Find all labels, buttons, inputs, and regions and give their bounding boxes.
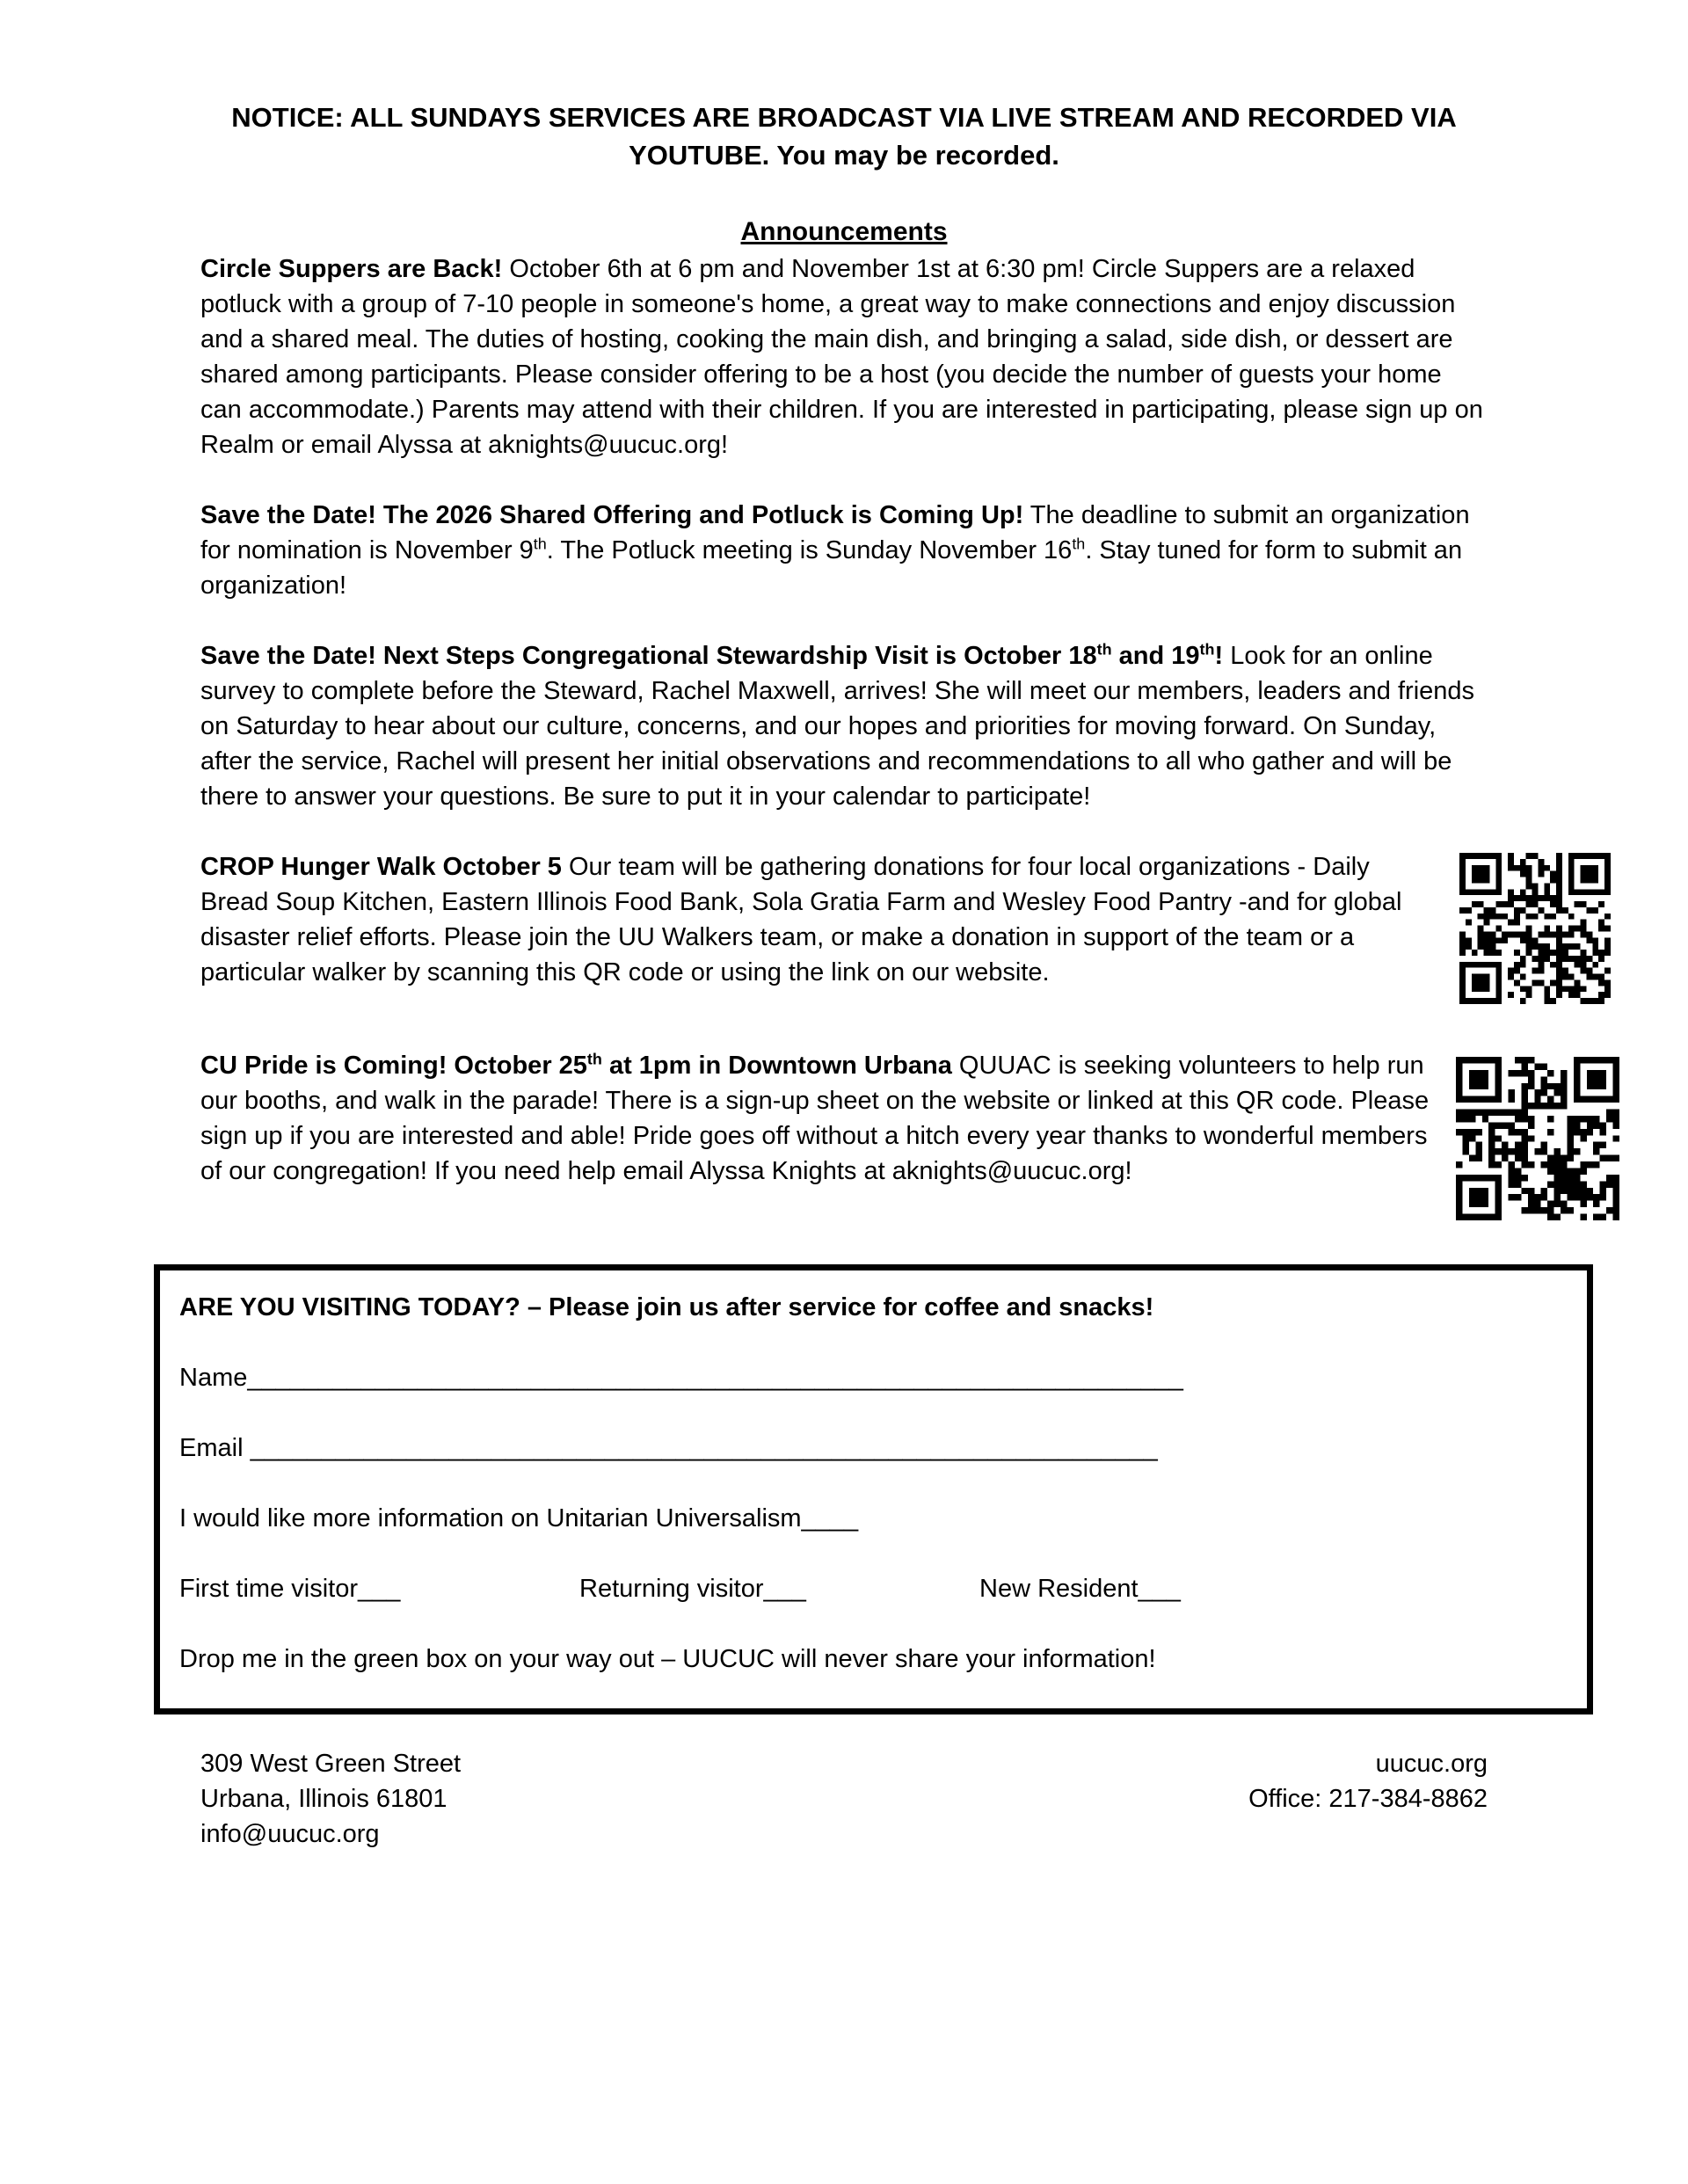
- footer: [200, 1746, 1488, 1852]
- email-field: Email ________________________________________________________________: [179, 1434, 1158, 1462]
- drop-instruction: Drop me in the green box on your way out – UUCUC will never share your information!: [179, 1645, 1156, 1673]
- first-time-visitor-field: First time visitor___: [179, 1575, 401, 1603]
- returning-visitor-field: Returning visitor___: [579, 1575, 806, 1603]
- qr-code-crop-hunger-walk-icon: [1459, 853, 1611, 1004]
- announcement-circle-suppers-text: Circle Suppers are Back! October 6th at 6 pm and November 1st at 6:30 pm! Circle Suppers are a relaxed potluck with a group of 7-10 people in someone's home, a great way to make connections and enjoy discussion and a shared meal. The duties of hosting, cooking the main dish, and bringing a salad, side dish, or dessert are shared among participants. Please consider offering to be a host (you decide the number of guests your home can accommodate.) Parents may attend with their children. If you are interested in participating, please sign up on Realm or email Alyssa at aknights@uucuc.org!: [200, 255, 1483, 459]
- footer-email: info@uucuc.org: [200, 1820, 380, 1848]
- announcement-cu-pride-text: CU Pride is Coming! October 25th at 1pm in Downtown Urbana QUUAC is seeking volunteers to help run our booths, and walk in the parade! There is a sign-up sheet on the website or linked at this QR code. Please sign up if you are interested and able! Pride goes off without a hitch every year thanks to wonderful members of our congregation! If you need help email Alyssa Knights at aknights@uucuc.org!: [200, 1050, 1430, 1185]
- announcement-cu-pride: [200, 1048, 1488, 1229]
- new-resident-field: New Resident___: [979, 1575, 1181, 1603]
- qr-code-cu-pride-icon: [1456, 1057, 1619, 1220]
- footer-phone: Office: 217-384-8862: [1248, 1785, 1488, 1813]
- announcement-stewardship-visit: [200, 638, 1488, 814]
- announcement-shared-offering-text: Save the Date! The 2026 Shared Offering and Potluck is Coming Up! The deadline to submit an organization for nomination is November 9th. The Potluck meeting is Sunday November 16th. Stay tuned for form to submit an organization!: [200, 501, 1470, 600]
- visitor-form-box: [154, 1264, 1593, 1714]
- announcement-shared-offering-potluck: [200, 498, 1488, 603]
- visitor-type-row: [179, 1571, 1564, 1606]
- announcement-crop-text: CROP Hunger Walk October 5 Our team will be gathering donations for four local organizations - Daily Bread Soup Kitchen, Eastern Illinois Food Bank, Sola Gratia Farm and Wesley Food Pantry -and for global disaster relief efforts. Please join the UU Walkers team, or make a donation in support of the team or a particular walker by scanning this QR code or using the link on our website.: [200, 853, 1402, 986]
- announcement-crop-hunger-walk: [200, 849, 1488, 1013]
- footer-contact-block: [1248, 1746, 1488, 1852]
- name-field: Name__________________________________________________________________: [179, 1364, 1183, 1392]
- announcements-heading: Announcements: [740, 217, 948, 246]
- footer-website: uucuc.org: [1375, 1750, 1488, 1778]
- broadcast-notice: NOTICE: ALL SUNDAYS SERVICES ARE BROADCAST VIA LIVE STREAM AND RECORDED VIA YOUTUBE. You may be recorded.: [231, 102, 1457, 171]
- announcement-stewardship-text: Save the Date! Next Steps Congregational Stewardship Visit is October 18th and 19th! Look for an online survey to complete before the Steward, Rachel Maxwell, arrives! She will meet our members, leaders and friends on Saturday to hear about our culture, concerns, and our hopes and priorities for moving forward. On Sunday, after the service, Rachel will present her initial observations and recommendations to all who gather and will be there to answer your questions. Be sure to put it in your calendar to participate!: [200, 640, 1475, 811]
- announcement-circle-suppers: [200, 251, 1488, 462]
- more-info-field: I would like more information on Unitarian Universalism____: [179, 1504, 859, 1532]
- footer-street: 309 West Green Street: [200, 1750, 462, 1778]
- visitor-box-title: ARE YOU VISITING TODAY? – Please join us after service for coffee and snacks!: [179, 1293, 1154, 1321]
- footer-city: Urbana, Illinois 61801: [200, 1785, 447, 1813]
- footer-address-block: [200, 1746, 461, 1852]
